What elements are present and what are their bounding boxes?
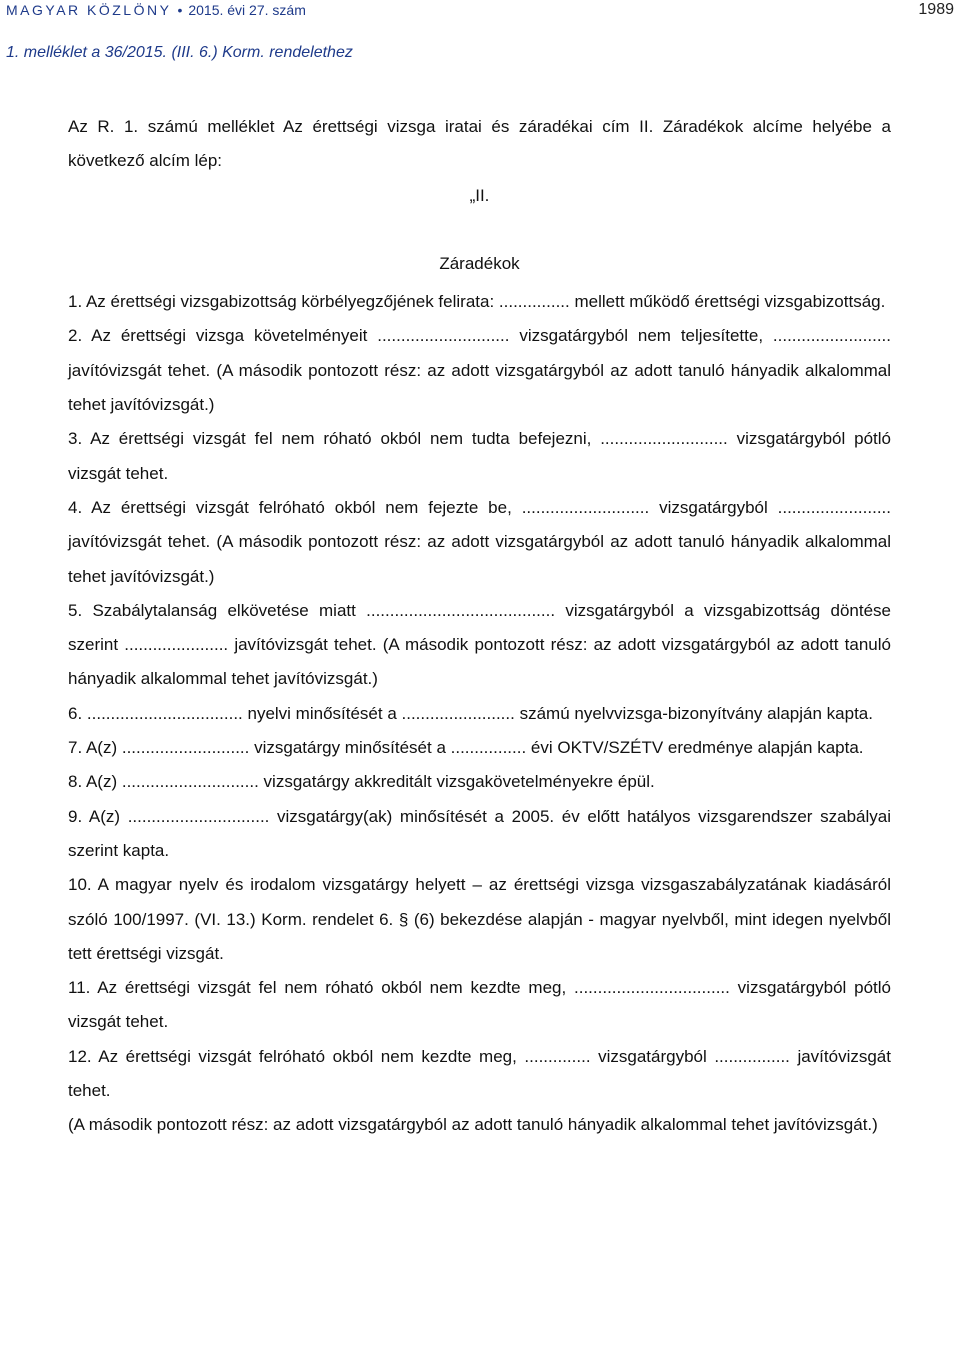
clause-item: 2. Az érettségi vizsga követelményeit ............................ vizsgatárgyból nem teljesítette, ......................... javítóvizsgát tehet. (A második pontozott rész: az adott vizsgatárgyból az adott tanuló hányadik alkalommal tehet javítóvizsgát.) <box>68 326 891 415</box>
annex-title: 1. melléklet a 36/2015. (III. 6.) Korm. rendelethez <box>6 44 353 61</box>
header-separator: • <box>177 2 183 18</box>
clause-item: 11. Az érettségi vizsgát fel nem róható okból nem kezdte meg, ................................. vizsgatárgyból pótló vizsgát tehet. <box>68 978 891 1032</box>
closing-note: (A második pontozott rész: az adott vizsgatárgyból az adott tanuló hányadik alkalommal tehet javítóvizsgát.) <box>68 1115 878 1135</box>
clause-item: 8. A(z) ............................. vizsgatárgy akkreditált vizsgakövetelményekre épül. <box>68 772 655 792</box>
clause-item: 9. A(z) .............................. vizsgatárgy(ak) minősítését a 2005. év előtt hatályos vizsgarendszer szabályai szerint kapta. <box>68 806 891 860</box>
page-header <box>0 0 960 24</box>
clause-item: 5. Szabálytalanság elkövetése miatt ........................................ vizsgatárgyból a vizsgabizottság döntése szerint ...................... javítóvizsgát tehet. (A második pontozott rész: az adott vizsgatárgyból az adott tanuló hányadik alkalommal tehet javítóvizsgát.) <box>68 600 891 689</box>
section-title: Záradékok <box>439 253 520 273</box>
document-body <box>68 110 891 1143</box>
running-head <box>6 2 306 18</box>
clause-item: 3. Az érettségi vizsgát fel nem róható okból nem tudta befejezni, ........................... vizsgatárgyból pótló vizsgát tehet. <box>68 429 891 483</box>
spacer <box>68 213 891 247</box>
intro-paragraph: Az R. 1. számú melléklet Az érettségi vizsga iratai és záradékai cím II. Záradékok alcíme helyébe a következő alcím lép: <box>68 117 891 171</box>
clause-item: 4. Az érettségi vizsgát felróható okból nem fejezte be, ........................... vizsgatárgyból ........................ javítóvizsgát tehet. (A második pontozott rész: az adott vizsgatárgyból az adott tanuló hányadik alkalommal tehet javítóvizsgát.) <box>68 497 891 586</box>
page-number: 1989 <box>918 1 954 18</box>
clause-item: 6. ................................. nyelvi minősítését a ........................ számú nyelvvizsga-bizonyítvány alapján kapta. <box>68 703 873 723</box>
clause-item: 7. A(z) ........................... vizsgatárgy minősítését a ................ évi OKTV/SZÉTV eredménye alapján kapta. <box>68 738 864 758</box>
clause-item: 1. Az érettségi vizsgabizottság körbélyegzőjének felirata: ............... mellett működő érettségi vizsgabizottság. <box>68 292 886 312</box>
section-number: „II. <box>469 185 490 205</box>
publication-name: MAGYAR KÖZLÖNY <box>6 2 172 18</box>
clause-item: 10. A magyar nyelv és irodalom vizsgatárgy helyett – az érettségi vizsga vizsgaszabályzatának kiadásáról szóló 100/1997. (VI. 13.) Korm. rendelet 6. § (6) bekezdése alapján - magyar nyelvből, mint idegen nyelvből tett érettségi vizsgát. <box>68 875 891 963</box>
clause-item: 12. Az érettségi vizsgát felróható okból nem kezdte meg, .............. vizsgatárgyból ................ javítóvizsgát tehet. <box>68 1046 891 1101</box>
issue-label: 2015. évi 27. szám <box>188 2 306 18</box>
